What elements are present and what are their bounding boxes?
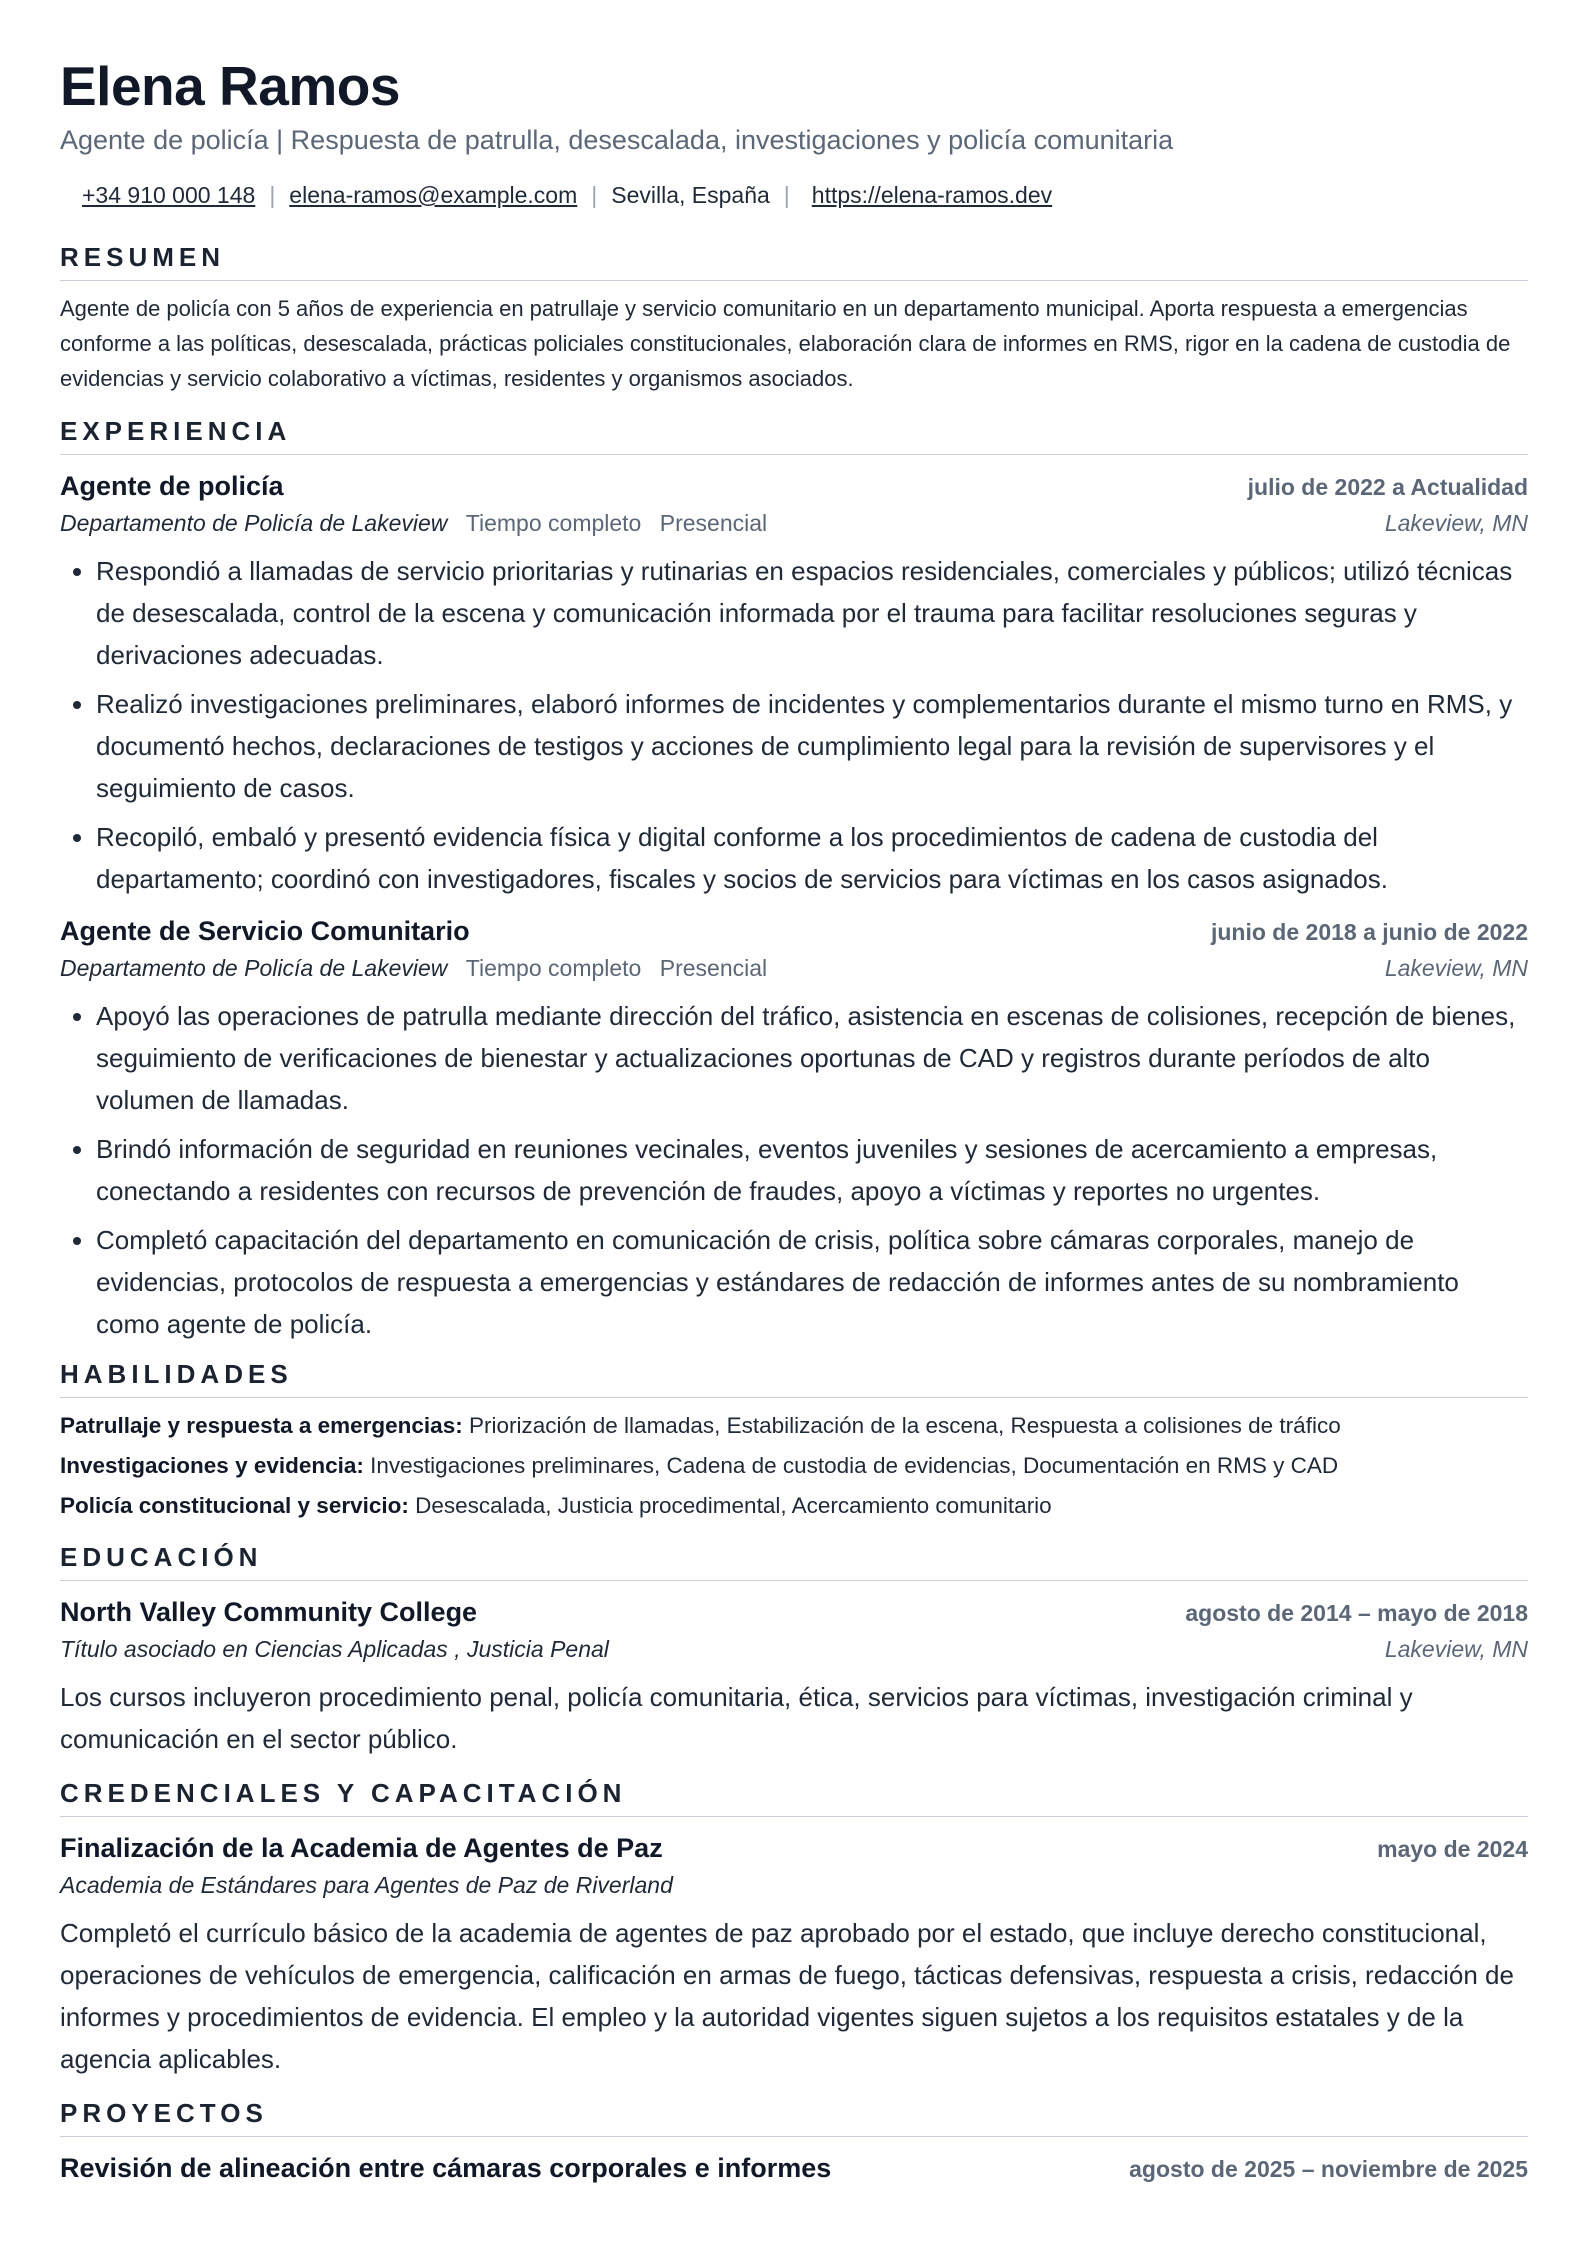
education-dates: agosto de 2014 – mayo de 2018 <box>1185 1600 1528 1626</box>
job-location: Lakeview, MN <box>1384 510 1528 536</box>
location-text: Sevilla, España <box>611 182 770 208</box>
resume-header <box>60 52 1528 210</box>
section-title-summary: RESUMEN <box>60 240 1528 281</box>
education-location: Lakeview, MN <box>1384 1636 1528 1662</box>
job-dates: junio de 2018 a junio de 2022 <box>1210 919 1528 945</box>
job-bullet: • Apoyó las operaciones de patrulla mediante dirección del tráfico, asistencia en escenas de colisiones, recepción de bienes, seguimiento de verificaciones de bienestar y actualizaciones oportunas de CAD y registros durante períodos de alto volumen de llamadas. <box>96 995 1528 1121</box>
job-dates: julio de 2022 a Actualidad <box>1247 474 1528 500</box>
job-role: Agente de Servicio Comunitario <box>60 916 470 946</box>
candidate-name: Elena Ramos <box>60 55 400 117</box>
job-mode: Presencial <box>659 510 768 536</box>
job-entry <box>60 912 1528 1345</box>
job-bullet: • Brindó información de seguridad en reuniones vecinales, eventos juveniles y sesiones de acercamiento a empresas, conectando a residentes con recursos de prevención de fraudes, apoyo a víctimas y reportes no urgentes. <box>96 1128 1528 1212</box>
experience-section <box>60 414 1528 1345</box>
job-bullet: • Completó capacitación del departamento en comunicación de crisis, política sobre cámaras corporales, manejo de evidencias, protocolos de respuesta a emergencias y estándares de redacción de informes antes de su nombramiento como agente de policía. <box>96 1219 1528 1345</box>
credentials-section <box>60 1776 1528 2080</box>
job-organization: Departamento de Policía de Lakeview <box>60 510 448 536</box>
candidate-headline: Agente de policía | Respuesta de patrulla, desescalada, investigaciones y policía comunitaria <box>60 125 1174 155</box>
job-meta <box>60 506 767 540</box>
summary-text: Agente de policía con 5 años de experiencia en patrullaje y servicio comunitario en un departamento municipal. Aporta respuesta a emergencias conforme a las políticas, desescalada, prácticas policiales constitucionales, elaboración clara de informes en RMS, rigor en la cadena de custodia de evidencias y servicio colaborativo a víctimas, residentes y organismos asociados. <box>60 296 1511 391</box>
job-role: Agente de policía <box>60 471 284 501</box>
credential-issuer: Academia de Estándares para Agentes de Paz de Riverland <box>60 1872 673 1898</box>
project-entry <box>60 2149 1528 2188</box>
skill-group-items: Priorización de llamadas, Estabilización de la escena, Respuesta a colisiones de tráfico <box>468 1413 1341 1438</box>
website-link[interactable]: https://elena-ramos.dev <box>811 182 1053 208</box>
job-entry <box>60 467 1528 900</box>
section-title-skills: HABILIDADES <box>60 1357 1528 1398</box>
skills-list <box>60 1406 1528 1526</box>
section-title-projects: PROYECTOS <box>60 2096 1528 2137</box>
project-dates: agosto de 2025 – noviembre de 2025 <box>1129 2156 1528 2182</box>
phone-link[interactable]: +34 910 000 148 <box>82 182 256 208</box>
school-name: North Valley Community College <box>60 1597 478 1627</box>
job-organization: Departamento de Policía de Lakeview <box>60 955 448 981</box>
section-title-education: EDUCACIÓN <box>60 1540 1528 1581</box>
education-description: Los cursos incluyeron procedimiento penal, policía comunitaria, ética, servicios para víctimas, investigación criminal y comunicación en el sector público. <box>60 1682 1413 1754</box>
skill-group <box>60 1406 1528 1446</box>
job-meta <box>60 951 767 985</box>
contact-separator: | <box>783 182 790 208</box>
job-bullet: • Respondió a llamadas de servicio prioritarias y rutinarias en espacios residenciales, comerciales y públicos; utilizó técnicas de desescalada, control de la escena y comunicación informada por el trauma para facilitar resoluciones seguras y derivaciones adecuadas. <box>96 550 1528 676</box>
job-bullet: • Realizó investigaciones preliminares, elaboró informes de incidentes y complementarios durante el mismo turno en RMS, y documentó hechos, declaraciones de testigos y acciones de cumplimiento legal para la revisión de supervisores y el seguimiento de casos. <box>96 683 1528 809</box>
job-bullet: • Recopiló, embaló y presentó evidencia física y digital conforme a los procedimientos de cadena de custodia del departamento; coordinó con investigadores, fiscales y socios de servicios para víctimas en los casos asignados. <box>96 816 1528 900</box>
education-section <box>60 1540 1528 1760</box>
credential-name: Finalización de la Academia de Agentes de Paz <box>60 1833 663 1863</box>
contact-separator: | <box>591 182 598 208</box>
summary-section <box>60 240 1528 396</box>
skill-group-label: Patrullaje y respuesta a emergencias: <box>60 1413 463 1438</box>
skill-group <box>60 1446 1528 1486</box>
skill-group <box>60 1486 1528 1526</box>
credential-description: Completó el currículo básico de la academia de agentes de paz aprobado por el estado, que incluye derecho constitucional, operaciones de vehículos de emergencia, calificación en armas de fuego, tácticas defensivas, respuesta a crisis, redacción de informes y procedimientos de evidencia. El empleo y la autoridad vigentes siguen sujetos a los requisitos estatales y de la agencia aplicables. <box>60 1918 1514 2074</box>
credential-entry <box>60 1829 1528 2080</box>
skill-group-items: Investigaciones preliminares, Cadena de custodia de evidencias, Documentación en RMS y CAD <box>370 1453 1339 1478</box>
projects-section <box>60 2096 1528 2188</box>
job-mode: Presencial <box>659 955 768 981</box>
job-bullets <box>60 550 1528 900</box>
email-link[interactable]: elena-ramos@example.com <box>289 182 578 208</box>
project-name: Revisión de alineación entre cámaras corporales e informes <box>60 2153 832 2183</box>
job-bullets <box>60 995 1528 1345</box>
section-title-credentials: CREDENCIALES Y CAPACITACIÓN <box>60 1776 1528 1817</box>
job-type: Tiempo completo <box>465 510 642 536</box>
degree-name: Título asociado en Ciencias Aplicadas , Justicia Penal <box>60 1636 609 1662</box>
skill-group-items: Desescalada, Justicia procedimental, Acercamiento comunitario <box>415 1493 1052 1518</box>
skill-group-label: Investigaciones y evidencia: <box>60 1453 364 1478</box>
credential-date: mayo de 2024 <box>1377 1836 1528 1862</box>
job-type: Tiempo completo <box>465 955 642 981</box>
skill-group-label: Policía constitucional y servicio: <box>60 1493 409 1518</box>
skills-section <box>60 1357 1528 1526</box>
education-entry <box>60 1593 1528 1760</box>
contact-separator: | <box>269 182 276 208</box>
job-location: Lakeview, MN <box>1384 955 1528 981</box>
contact-bar <box>60 180 1528 210</box>
section-title-experience: EXPERIENCIA <box>60 414 1528 455</box>
